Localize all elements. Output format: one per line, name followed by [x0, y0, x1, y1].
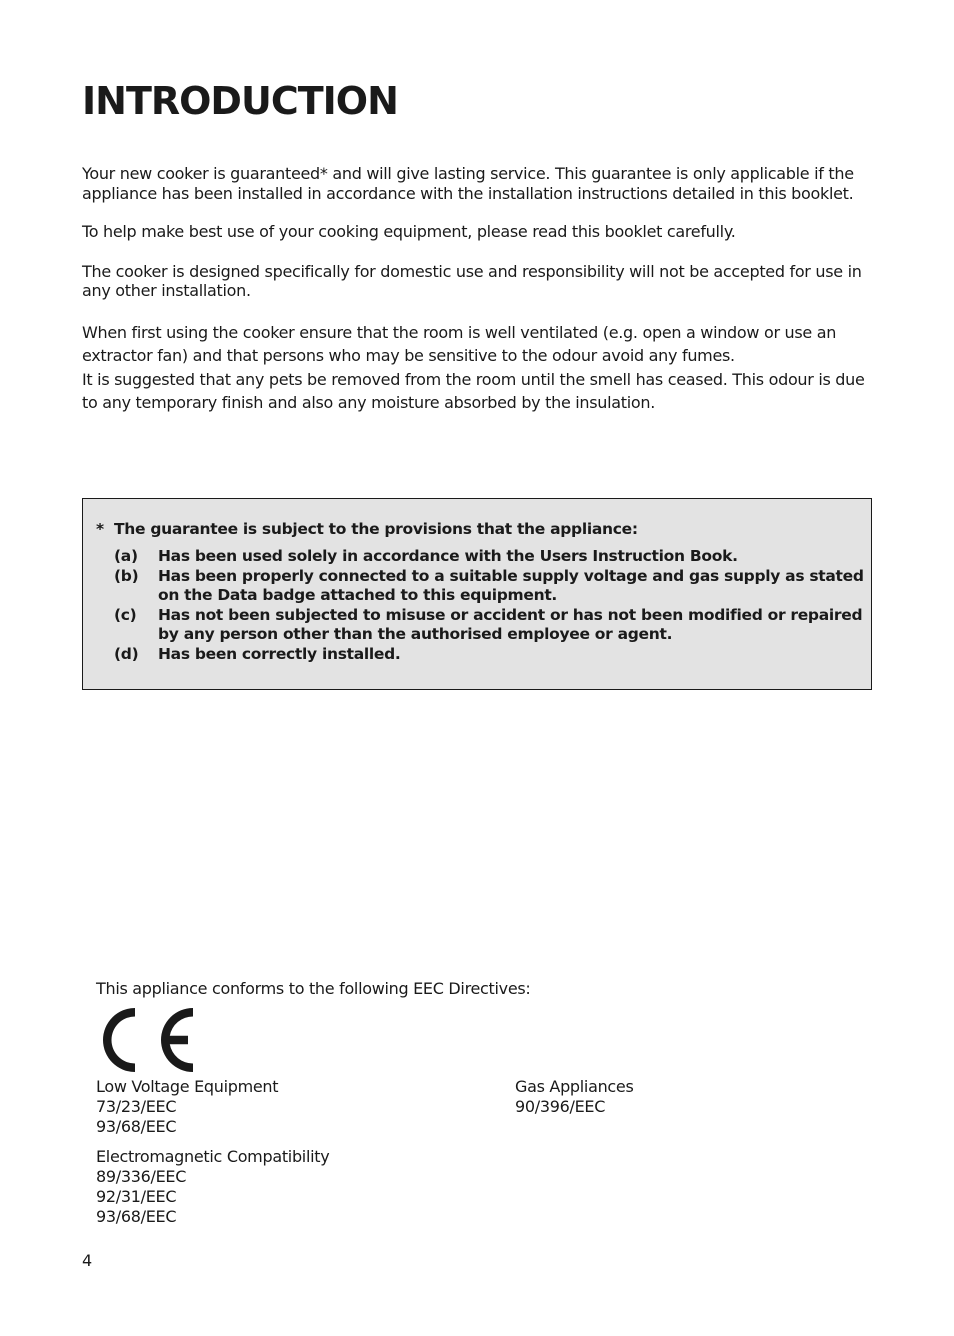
- asterisk-marker: *: [96, 520, 104, 538]
- condition-marker: (d): [114, 644, 139, 663]
- ce-mark-icon: [96, 1006, 196, 1074]
- condition-marker: (b): [114, 566, 139, 585]
- directive-group-gas-appliances: [515, 1077, 634, 1117]
- intro-paragraph-pets: It is suggested that any pets be removed from the room until the smell has ceased. This odour is due to any temporary finish and also any moisture absorbed by the insulation.: [82, 369, 865, 412]
- guarantee-heading-text: The guarantee is subject to the provisions that the appliance:: [114, 520, 638, 538]
- guarantee-conditions-box: [82, 498, 872, 690]
- guarantee-conditions-list: [114, 547, 868, 664]
- directive-code: 93/68/EEC: [96, 1207, 177, 1226]
- page-title: INTRODUCTION: [82, 79, 398, 123]
- guarantee-condition-d: [114, 645, 868, 665]
- intro-paragraph-ventilation: When first using the cooker ensure that the room is well ventilated (e.g. open a window or use an extractor fan) and that persons who may be sensitive to the odour avoid any fumes.: [82, 322, 837, 365]
- intro-paragraph-read-booklet: To help make best use of your cooking equipment, please read this booklet carefully.: [82, 222, 736, 241]
- guarantee-heading: [96, 519, 638, 539]
- ce-mark-c-shape: [103, 1008, 135, 1072]
- condition-text: Has been used solely in accordance with the Users Instruction Book.: [158, 547, 738, 565]
- condition-text: Has been properly connected to a suitable supply voltage and gas supply as stated on the Data badge attached to this equipment.: [158, 566, 864, 604]
- directive-group-emc: [96, 1147, 329, 1227]
- directive-label: Electromagnetic Compatibility: [96, 1147, 330, 1166]
- directive-group-low-voltage: [96, 1077, 278, 1137]
- introduction-text: [82, 164, 874, 415]
- directive-code: 89/336/EEC: [96, 1167, 187, 1186]
- intro-paragraph-domestic-use: The cooker is designed specifically for domestic use and responsibility will not be accepted for use in any other installation.: [82, 261, 862, 300]
- directive-code: 90/396/EEC: [515, 1097, 606, 1116]
- intro-paragraph-guarantee: Your new cooker is guaranteed* and will give lasting service. This guarantee is only applicable if the appliance has been installed in accordance with the installation instructions detailed in this booklet.: [82, 164, 854, 203]
- directive-code: 73/23/EEC: [96, 1097, 177, 1116]
- condition-text: Has not been subjected to misuse or accident or has not been modified or repaired by any person other than the authorised employee or agent.: [158, 605, 863, 643]
- directives-heading: This appliance conforms to the following EEC Directives:: [96, 979, 531, 998]
- guarantee-condition-c: [114, 606, 868, 645]
- directive-code: 93/68/EEC: [96, 1117, 177, 1136]
- ce-mark-e-shape: [161, 1008, 193, 1072]
- condition-text: Has been correctly installed.: [158, 644, 401, 663]
- guarantee-condition-a: [114, 547, 868, 567]
- condition-marker: (a): [114, 547, 138, 565]
- condition-marker: (c): [114, 605, 137, 624]
- directive-label: Gas Appliances: [515, 1077, 634, 1096]
- guarantee-condition-b: [114, 567, 868, 606]
- directive-code: 92/31/EEC: [96, 1187, 177, 1206]
- page-number: 4: [82, 1251, 93, 1270]
- directive-label: Low Voltage Equipment: [96, 1077, 279, 1096]
